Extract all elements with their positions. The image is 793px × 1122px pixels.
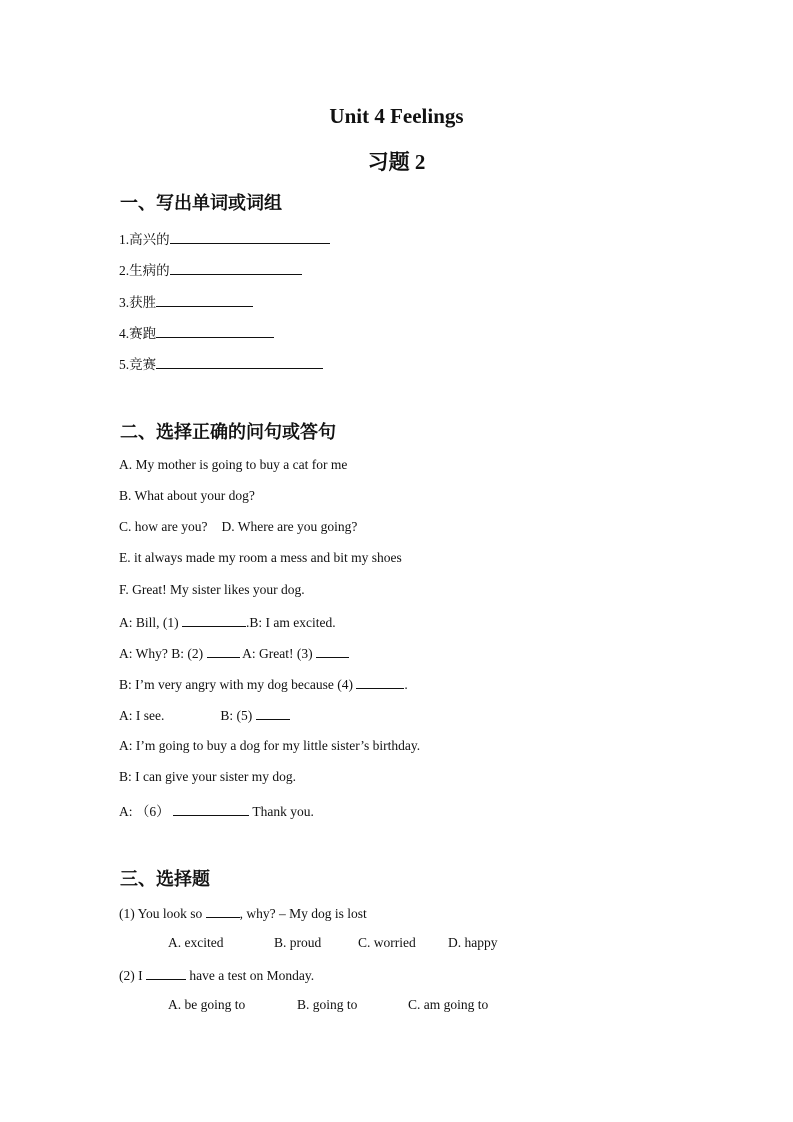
section-3-heading: 三、选择题: [120, 869, 210, 889]
answer-blank: [156, 293, 253, 307]
question-1-stem: [119, 904, 367, 922]
q1-option-b[interactable]: B. proud: [274, 935, 322, 950]
dialogue-text: A: Great! (3): [242, 646, 313, 661]
question-1-options: [0, 935, 793, 955]
dialogue-text: B: I’m very angry with my dog because (4): [119, 677, 353, 692]
dialogue-line-7: [119, 800, 314, 820]
section-2-heading: 二、选择正确的问句或答句: [120, 422, 336, 442]
question-text: (1) You look so: [119, 906, 203, 921]
word-item-label: 2.生病的: [119, 263, 170, 278]
dialogue-text: A: Bill, (1): [119, 615, 179, 630]
question-text: have a test on Monday.: [189, 968, 315, 983]
option-e: E. it always made my room a mess and bit my shoes: [119, 550, 402, 565]
word-item-label: 5.竞赛: [119, 357, 157, 372]
word-item-3: [119, 291, 253, 311]
question-text: (2) I: [119, 968, 143, 983]
section-1-heading: 一、写出单词或词组: [120, 193, 282, 213]
dialogue-text: Thank you.: [252, 804, 314, 819]
q2-option-c[interactable]: C. am going to: [408, 997, 489, 1012]
question-2-stem: [119, 966, 314, 984]
option-c-d: [119, 519, 357, 535]
word-item-5: [119, 353, 323, 373]
dialogue-text: A: （6）: [119, 804, 170, 819]
option-d: D. Where are you going?: [221, 519, 358, 534]
answer-blank: [316, 644, 349, 658]
option-f: F. Great! My sister likes your dog.: [119, 582, 305, 597]
option-b: B. What about your dog?: [119, 488, 255, 503]
word-item-label: 4.赛跑: [119, 326, 157, 341]
answer-blank: [173, 802, 249, 816]
dialogue-line-3: [119, 675, 408, 693]
q1-option-c[interactable]: C. worried: [358, 935, 416, 950]
dialogue-text: .B: I am excited.: [246, 615, 336, 630]
dialogue-line-2: [119, 644, 349, 662]
answer-blank: [156, 324, 274, 338]
word-item-1: [119, 228, 330, 248]
word-item-4: [119, 322, 274, 342]
dialogue-line-4: [119, 706, 290, 724]
dialogue-text: .: [404, 677, 408, 692]
word-item-label: 1.高兴的: [119, 232, 170, 247]
option-c: C. how are you?: [119, 519, 208, 534]
answer-blank: [170, 230, 330, 244]
page-title: Unit 4 Feelings: [329, 104, 464, 128]
answer-blank: [170, 261, 302, 275]
word-item-label: 3.获胜: [119, 295, 157, 310]
word-item-2: [119, 259, 302, 279]
dialogue-text: A: Why? B: (2): [119, 646, 204, 661]
q1-option-d[interactable]: D. happy: [448, 935, 498, 950]
answer-blank: [356, 675, 404, 689]
answer-blank: [256, 706, 290, 720]
q2-option-a[interactable]: A. be going to: [168, 997, 246, 1012]
answer-blank: [206, 904, 240, 918]
answer-blank: [207, 644, 240, 658]
dialogue-line-6: B: I can give your sister my dog.: [119, 769, 296, 784]
dialogue-line-5: A: I’m going to buy a dog for my little sister’s birthday.: [119, 738, 421, 753]
answer-blank: [156, 355, 323, 369]
dialogue-text: B: (5): [220, 708, 253, 723]
dialogue-text: A: I see.: [119, 708, 165, 723]
question-text: , why? – My dog is lost: [239, 906, 367, 921]
q1-option-a[interactable]: A. excited: [168, 935, 224, 950]
page-subtitle: 习题 2: [367, 150, 426, 174]
answer-blank: [146, 966, 186, 980]
dialogue-line-1: [119, 613, 336, 631]
option-a: A. My mother is going to buy a cat for me: [119, 457, 348, 472]
answer-blank: [182, 613, 246, 627]
question-2-options: [0, 997, 793, 1017]
q2-option-b[interactable]: B. going to: [297, 997, 358, 1012]
